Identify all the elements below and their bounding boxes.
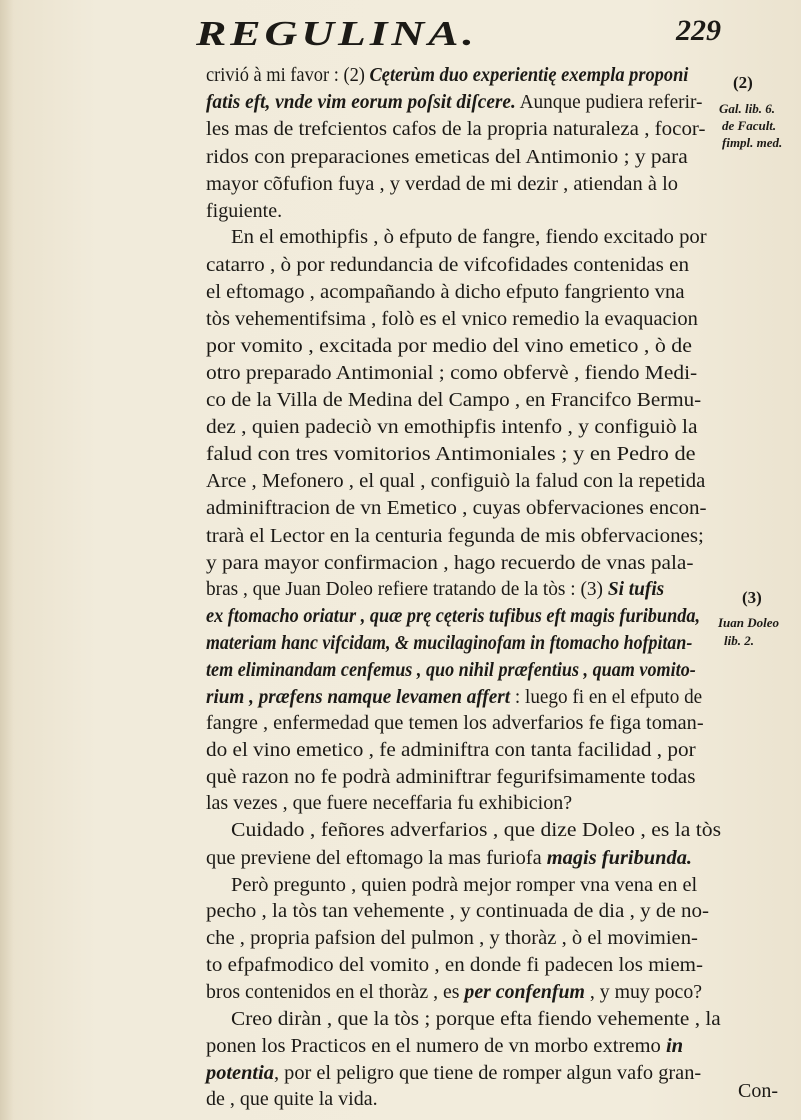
page-number: 229 — [676, 14, 721, 47]
text-line — [231, 817, 721, 843]
text-line — [206, 898, 709, 924]
margin-note-3-line: Iuan Doleo — [718, 615, 780, 630]
binding-gutter-shadow — [0, 0, 14, 1120]
text-line — [206, 279, 685, 305]
italic-run: in — [665, 1035, 684, 1057]
italic-run: per confenfum — [464, 981, 585, 1003]
text-line — [231, 872, 697, 898]
text-run: Però pregunto , quien podrà mejor romper vna vena en el — [231, 874, 698, 896]
text-line — [206, 360, 697, 386]
text-line — [206, 62, 688, 88]
running-head — [0, 14, 801, 60]
text-line — [206, 925, 698, 951]
text-line — [206, 495, 707, 521]
text-run: les mas de trefcientos cafos de la propria naturaleza , focor- — [206, 118, 706, 141]
text-line — [206, 684, 702, 710]
text-line — [206, 252, 689, 278]
text-run: En el emothipfis , ò efputo de fangre, fiendo excitado por — [231, 226, 707, 248]
text-run: el eftomago , acompañando à dicho efputo fangriento vna — [206, 281, 685, 303]
italic-run: potentia — [206, 1062, 274, 1084]
text-line — [206, 710, 704, 736]
italic-run: magis furibunda. — [546, 847, 693, 869]
text-run: figuiente. — [206, 200, 283, 222]
text-line — [206, 576, 664, 602]
text-run: las vezes , que fuere neceffaria fu exhibicion? — [206, 792, 573, 814]
text-run: , y muy poco? — [584, 981, 703, 1003]
italic-run: tem eliminandam cenfemus , quo nihil præfentius , quam vomito- — [206, 659, 696, 681]
text-line — [206, 333, 692, 359]
text-run: co de la Villa de Medina del Campo , en Francifco Bermu- — [206, 389, 702, 411]
text-line — [206, 144, 688, 170]
text-run: , por el peligro que tiene de romper algun vafo gran- — [273, 1062, 702, 1084]
italic-run: ex ftomacho oriatur , quæ prę cęteris tufibus eft magis furibunda, — [206, 605, 701, 627]
text-line — [206, 468, 705, 494]
text-line — [206, 630, 692, 656]
text-run: bras , que Juan Doleo refiere tratando de la tòs : (3) — [206, 578, 608, 600]
running-title: REGULINA. — [196, 14, 478, 53]
margin-note-2-marker: (2) — [733, 73, 753, 92]
italic-run: Si tufis — [607, 578, 665, 600]
text-line — [231, 224, 707, 250]
text-line — [206, 414, 698, 440]
text-run: trarà el Lector en la centuria fegunda de mis obfervaciones; — [206, 525, 704, 547]
text-line — [206, 523, 704, 549]
text-line — [206, 764, 695, 790]
text-run: to efpafmodico del vomito , en donde fi padecen los miem- — [206, 954, 703, 976]
text-line — [206, 1060, 701, 1086]
text-run: falud con tres vomitorios Antimoniales ; y en Pedro de — [206, 443, 696, 465]
text-run: què razon no fe podrà adminiftrar fegurifsimamente todas — [206, 766, 696, 788]
margin-note-3-marker: (3) — [742, 588, 762, 607]
text-run: por vomito , excitada por medio del vino emetico , ò de — [206, 335, 692, 357]
text-line — [206, 845, 692, 871]
text-run: ponen los Practicos en el numero de vn morbo extremo — [206, 1035, 666, 1057]
text-line — [206, 1086, 378, 1112]
text-run: crivió à mi favor : (2) — [206, 64, 370, 86]
text-run: mayor cõfufion fuya , y verdad de mi dezir , atiendan à lo — [206, 172, 678, 195]
text-run: Creo diràn , que la tòs ; porque efta fiendo vehemente , la — [231, 1008, 721, 1030]
text-run: pecho , la tòs tan vehemente , y continuada de dia , y de no- — [206, 900, 710, 922]
text-line — [206, 198, 282, 224]
margin-note-2-line: de Facult. — [722, 118, 777, 133]
margin-note-2-line: fimpl. med. — [722, 135, 783, 150]
text-run: bros contenidos en el thoràz , es — [206, 981, 465, 1003]
italic-run: rium , præfens namque levamen affert — [206, 686, 511, 708]
text-run: Cuidado , feñores adverfarios , que dize Doleo , es la tòs — [231, 819, 722, 841]
text-run: que previene del eftomago la mas furiofa — [206, 847, 547, 869]
text-line — [206, 306, 698, 332]
text-run: Arce , Mefonero , el qual , configuiò la falud con la repetida — [206, 470, 706, 492]
text-run: tòs vehementifsima , folò es el vnico remedio la evaquacion — [206, 308, 698, 330]
text-line — [206, 1033, 683, 1059]
catchword: Con- — [738, 1080, 778, 1102]
text-line — [206, 550, 694, 576]
text-run: : luego fi en el efputo de — [510, 686, 703, 708]
text-line — [231, 1006, 721, 1032]
text-line — [206, 603, 700, 629]
text-run: de , que quite la vida. — [206, 1088, 378, 1110]
text-line — [206, 89, 702, 115]
text-run: fangre , enfermedad que temen los adverfarios fe figa toman- — [206, 712, 704, 734]
margin-note-3-line: lib. 2. — [724, 633, 754, 648]
text-line — [206, 387, 701, 413]
text-line — [206, 979, 702, 1005]
italic-run: materiam hanc vifcidam, & mucilaginofam in ftomacho hofpitan- — [206, 632, 693, 654]
text-run: catarro , ò por redundancia de vifcofidades contenidas en — [206, 254, 690, 276]
text-line — [206, 171, 678, 197]
text-line — [206, 441, 696, 467]
italic-run: fatis eft, vnde vim eorum poſsit diſcere. — [206, 91, 516, 114]
text-run: do el vino emetico , fe adminiftra con tanta facilidad , por — [206, 739, 696, 761]
text-run: Aunque pudiera referir- — [515, 91, 703, 114]
text-run: adminiftracion de vn Emetico , cuyas obfervaciones encon- — [206, 497, 707, 519]
text-run: otro preparado Antimonial ; como obfervè , fiendo Medi- — [206, 362, 698, 384]
text-line — [206, 790, 572, 816]
text-line — [206, 737, 696, 763]
text-line — [206, 657, 696, 683]
text-run: che , propria pafsion del pulmon , y thoràz , ò el movimien- — [206, 927, 698, 949]
italic-run: Cęterùm duo experientię exempla proponi — [369, 64, 689, 86]
text-run: dez , quien padeciò vn emothipfis intenfo , y configuiò la — [206, 416, 698, 438]
text-run: y para mayor confirmacion , hago recuerdo de vnas pala- — [206, 552, 694, 574]
text-run: ridos con preparaciones emeticas del Antimonio ; y para — [206, 145, 688, 168]
text-line — [206, 116, 705, 142]
margin-note-2-line: Gal. lib. 6. — [719, 101, 775, 116]
text-line — [206, 952, 703, 978]
